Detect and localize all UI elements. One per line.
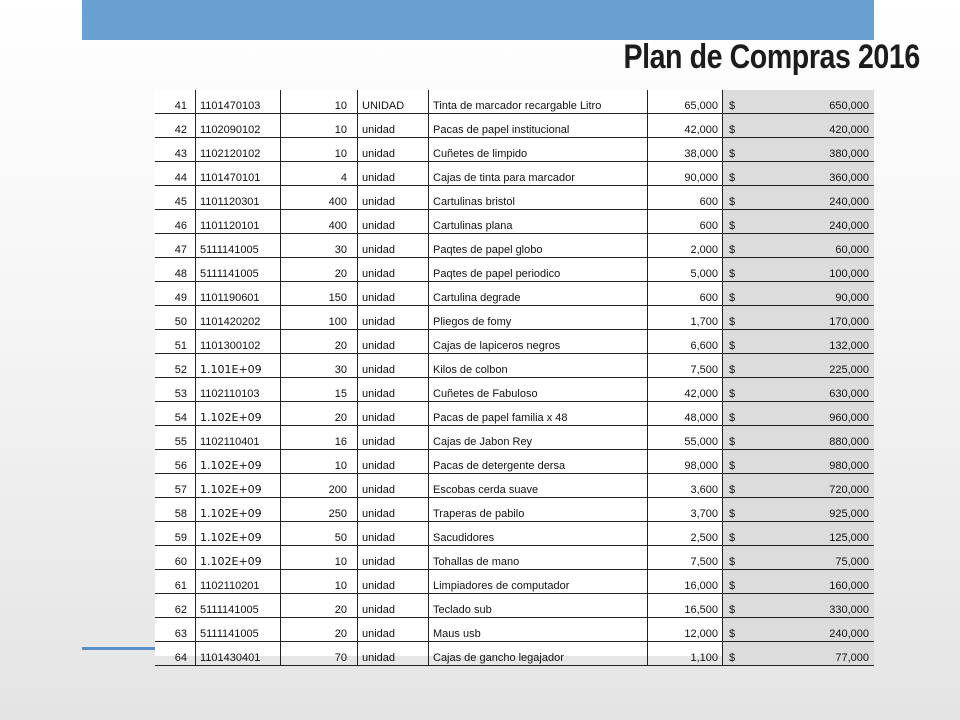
item-code-cell: 1.101E+09 [196,354,281,378]
row-number-cell: 54 [155,402,196,426]
item-code-cell: 1102090102 [196,114,281,138]
currency-symbol-cell: $ [723,354,748,378]
unit-cell: unidad [358,258,429,282]
currency-symbol-cell: $ [723,594,748,618]
total-value-cell: 380,000 [747,138,874,162]
unit-price-cell: 1,100 [648,642,723,666]
unit-price-cell: 42,000 [648,114,723,138]
unit-price-cell: 2,000 [648,234,723,258]
description-cell: Sacudidores [429,522,648,546]
table-row [155,114,874,138]
unit-price-cell: 48,000 [648,402,723,426]
table-row [155,642,874,666]
table-row [155,450,874,474]
description-cell: Cajas de lapiceros negros [429,330,648,354]
quantity-cell: 70 [281,642,358,666]
total-value-cell: 960,000 [747,402,874,426]
quantity-cell: 10 [281,114,358,138]
row-number-cell: 47 [155,234,196,258]
unit-price-cell: 2,500 [648,522,723,546]
table-row [155,258,874,282]
quantity-cell: 200 [281,474,358,498]
description-cell: Pacas de papel institucional [429,114,648,138]
purchase-plan-table [155,90,874,666]
table-row [155,618,874,642]
currency-symbol-cell: $ [723,330,748,354]
currency-symbol-cell: $ [723,474,748,498]
unit-price-cell: 16,000 [648,570,723,594]
quantity-cell: 400 [281,210,358,234]
description-cell: Paqtes de papel periodico [429,258,648,282]
quantity-cell: 20 [281,258,358,282]
item-code-cell: 1101420202 [196,306,281,330]
currency-symbol-cell: $ [723,402,748,426]
row-number-cell: 55 [155,426,196,450]
unit-cell: unidad [358,474,429,498]
table-row [155,522,874,546]
description-cell: Limpiadores de computador [429,570,648,594]
unit-cell: unidad [358,570,429,594]
total-value-cell: 630,000 [747,378,874,402]
table-row [155,474,874,498]
total-value-cell: 330,000 [747,594,874,618]
item-code-cell: 1101430401 [196,642,281,666]
table-row [155,234,874,258]
total-value-cell: 420,000 [747,114,874,138]
total-value-cell: 100,000 [747,258,874,282]
item-code-cell: 1.102E+09 [196,450,281,474]
row-number-cell: 56 [155,450,196,474]
description-cell: Traperas de pabilo [429,498,648,522]
unit-price-cell: 12,000 [648,618,723,642]
total-value-cell: 225,000 [747,354,874,378]
row-number-cell: 41 [155,90,196,114]
unit-cell: unidad [358,498,429,522]
currency-symbol-cell: $ [723,306,748,330]
quantity-cell: 10 [281,546,358,570]
total-value-cell: 240,000 [747,210,874,234]
quantity-cell: 30 [281,234,358,258]
total-value-cell: 90,000 [747,282,874,306]
unit-price-cell: 1,700 [648,306,723,330]
currency-symbol-cell: $ [723,162,748,186]
currency-symbol-cell: $ [723,426,748,450]
quantity-cell: 20 [281,618,358,642]
description-cell: Tinta de marcador recargable Litro [429,90,648,114]
item-code-cell: 1102110401 [196,426,281,450]
quantity-cell: 50 [281,522,358,546]
row-number-cell: 49 [155,282,196,306]
unit-cell: unidad [358,138,429,162]
quantity-cell: 400 [281,186,358,210]
quantity-cell: 10 [281,570,358,594]
total-value-cell: 925,000 [747,498,874,522]
unit-cell: unidad [358,426,429,450]
total-value-cell: 980,000 [747,450,874,474]
row-number-cell: 62 [155,594,196,618]
description-cell: Pacas de detergente dersa [429,450,648,474]
table-row [155,402,874,426]
item-code-cell: 1101470101 [196,162,281,186]
row-number-cell: 53 [155,378,196,402]
item-code-cell: 5111141005 [196,594,281,618]
table-row [155,594,874,618]
row-number-cell: 58 [155,498,196,522]
quantity-cell: 16 [281,426,358,450]
currency-symbol-cell: $ [723,210,748,234]
unit-price-cell: 5,000 [648,258,723,282]
description-cell: Cajas de Jabon Rey [429,426,648,450]
total-value-cell: 77,000 [747,642,874,666]
currency-symbol-cell: $ [723,282,748,306]
item-code-cell: 1101120301 [196,186,281,210]
item-code-cell: 1.102E+09 [196,546,281,570]
item-code-cell: 1.102E+09 [196,498,281,522]
quantity-cell: 15 [281,378,358,402]
unit-cell: unidad [358,330,429,354]
unit-cell: unidad [358,234,429,258]
unit-cell: unidad [358,594,429,618]
description-cell: Teclado sub [429,594,648,618]
table-row [155,546,874,570]
table-body [155,90,874,666]
table-row [155,330,874,354]
row-number-cell: 59 [155,522,196,546]
total-value-cell: 160,000 [747,570,874,594]
total-value-cell: 720,000 [747,474,874,498]
quantity-cell: 30 [281,354,358,378]
unit-price-cell: 42,000 [648,378,723,402]
table-row [155,210,874,234]
currency-symbol-cell: $ [723,234,748,258]
unit-cell: unidad [358,306,429,330]
currency-symbol-cell: $ [723,546,748,570]
currency-symbol-cell: $ [723,618,748,642]
unit-cell: unidad [358,378,429,402]
unit-cell: unidad [358,450,429,474]
row-number-cell: 45 [155,186,196,210]
table-row [155,90,874,114]
row-number-cell: 43 [155,138,196,162]
unit-price-cell: 3,600 [648,474,723,498]
unit-cell: unidad [358,402,429,426]
row-number-cell: 42 [155,114,196,138]
description-cell: Maus usb [429,618,648,642]
quantity-cell: 250 [281,498,358,522]
row-number-cell: 63 [155,618,196,642]
table-row [155,186,874,210]
item-code-cell: 1101120101 [196,210,281,234]
currency-symbol-cell: $ [723,522,748,546]
row-number-cell: 44 [155,162,196,186]
total-value-cell: 125,000 [747,522,874,546]
quantity-cell: 20 [281,330,358,354]
table-row [155,138,874,162]
unit-price-cell: 600 [648,186,723,210]
currency-symbol-cell: $ [723,570,748,594]
row-number-cell: 64 [155,642,196,666]
item-code-cell: 5111141005 [196,234,281,258]
row-number-cell: 48 [155,258,196,282]
total-value-cell: 60,000 [747,234,874,258]
currency-symbol-cell: $ [723,114,748,138]
quantity-cell: 4 [281,162,358,186]
total-value-cell: 360,000 [747,162,874,186]
accent-line [82,647,156,650]
description-cell: Escobas cerda suave [429,474,648,498]
item-code-cell: 1.102E+09 [196,474,281,498]
table-row [155,378,874,402]
item-code-cell: 1101470103 [196,90,281,114]
description-cell: Pliegos de fomy [429,306,648,330]
unit-price-cell: 65,000 [648,90,723,114]
description-cell: Cuñetes de Fabuloso [429,378,648,402]
currency-symbol-cell: $ [723,138,748,162]
description-cell: Kilos de colbon [429,354,648,378]
description-cell: Cajas de gancho legajador [429,642,648,666]
table-row [155,498,874,522]
table-row [155,426,874,450]
description-cell: Cuñetes de limpido [429,138,648,162]
unit-cell: UNIDAD [358,90,429,114]
table-row [155,282,874,306]
quantity-cell: 20 [281,402,358,426]
unit-cell: unidad [358,618,429,642]
total-value-cell: 240,000 [747,618,874,642]
item-code-cell: 1101300102 [196,330,281,354]
unit-price-cell: 600 [648,282,723,306]
description-cell: Paqtes de papel globo [429,234,648,258]
item-code-cell: 1102110103 [196,378,281,402]
unit-price-cell: 16,500 [648,594,723,618]
quantity-cell: 10 [281,90,358,114]
quantity-cell: 100 [281,306,358,330]
spreadsheet-image [155,90,874,664]
unit-price-cell: 38,000 [648,138,723,162]
item-code-cell: 1.102E+09 [196,402,281,426]
item-code-cell: 5111141005 [196,258,281,282]
item-code-cell: 1102110201 [196,570,281,594]
total-value-cell: 880,000 [747,426,874,450]
description-cell: Cartulinas bristol [429,186,648,210]
total-value-cell: 650,000 [747,90,874,114]
quantity-cell: 20 [281,594,358,618]
row-number-cell: 50 [155,306,196,330]
unit-cell: unidad [358,162,429,186]
total-value-cell: 132,000 [747,330,874,354]
currency-symbol-cell: $ [723,186,748,210]
row-number-cell: 57 [155,474,196,498]
item-code-cell: 5111141005 [196,618,281,642]
unit-price-cell: 90,000 [648,162,723,186]
unit-cell: unidad [358,282,429,306]
unit-cell: unidad [358,546,429,570]
table-row [155,306,874,330]
currency-symbol-cell: $ [723,498,748,522]
item-code-cell: 1.102E+09 [196,522,281,546]
row-number-cell: 52 [155,354,196,378]
currency-symbol-cell: $ [723,642,748,666]
total-value-cell: 240,000 [747,186,874,210]
unit-price-cell: 7,500 [648,354,723,378]
unit-price-cell: 55,000 [648,426,723,450]
unit-price-cell: 600 [648,210,723,234]
unit-price-cell: 6,600 [648,330,723,354]
description-cell: Cajas de tinta para marcador [429,162,648,186]
unit-price-cell: 3,700 [648,498,723,522]
unit-price-cell: 7,500 [648,546,723,570]
description-cell: Tohallas de mano [429,546,648,570]
total-value-cell: 75,000 [747,546,874,570]
slide-title: Plan de Compras 2016 [623,38,920,76]
unit-cell: unidad [358,642,429,666]
item-code-cell: 1102120102 [196,138,281,162]
quantity-cell: 10 [281,450,358,474]
unit-cell: unidad [358,354,429,378]
quantity-cell: 10 [281,138,358,162]
currency-symbol-cell: $ [723,90,748,114]
unit-cell: unidad [358,522,429,546]
currency-symbol-cell: $ [723,258,748,282]
row-number-cell: 51 [155,330,196,354]
table-row [155,162,874,186]
unit-cell: unidad [358,114,429,138]
quantity-cell: 150 [281,282,358,306]
unit-cell: unidad [358,186,429,210]
row-number-cell: 46 [155,210,196,234]
total-value-cell: 170,000 [747,306,874,330]
currency-symbol-cell: $ [723,378,748,402]
item-code-cell: 1101190601 [196,282,281,306]
table-row [155,354,874,378]
description-cell: Cartulina degrade [429,282,648,306]
unit-cell: unidad [358,210,429,234]
description-cell: Pacas de papel familia x 48 [429,402,648,426]
top-banner-bar [82,0,874,40]
table-row [155,570,874,594]
row-number-cell: 60 [155,546,196,570]
currency-symbol-cell: $ [723,450,748,474]
row-number-cell: 61 [155,570,196,594]
unit-price-cell: 98,000 [648,450,723,474]
description-cell: Cartulinas plana [429,210,648,234]
